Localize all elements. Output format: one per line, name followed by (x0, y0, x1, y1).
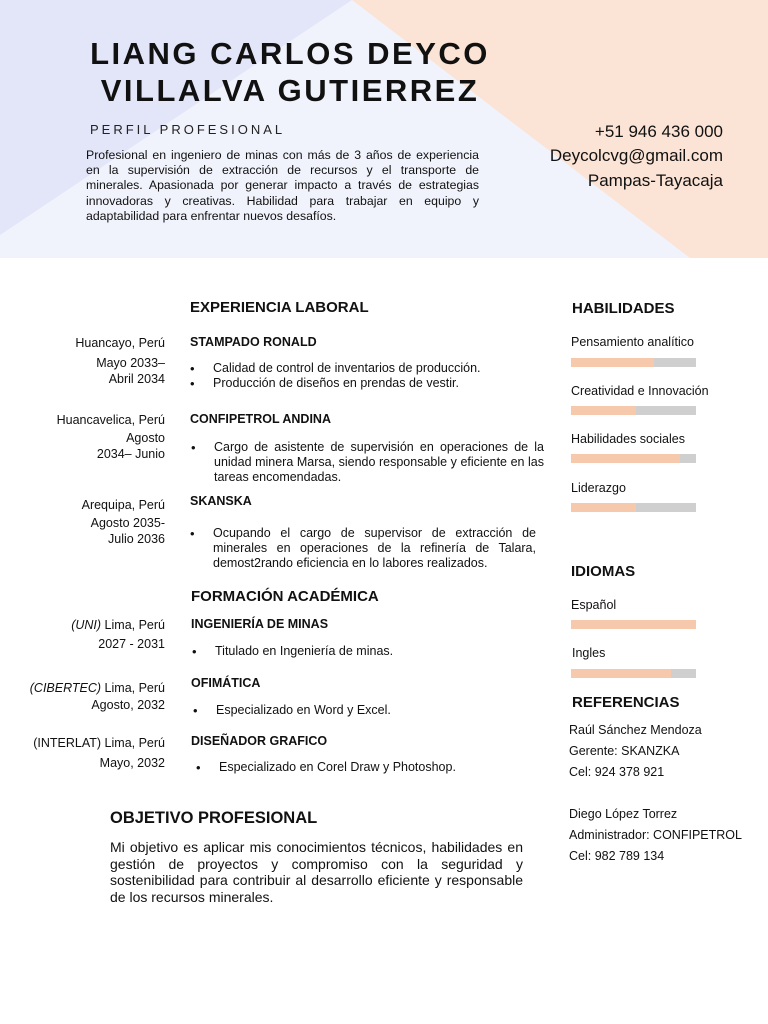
skill-4-fill (571, 503, 636, 512)
edu-2-institution: (CIBERTEC) (29, 681, 102, 695)
languages-title: IDIOMAS (571, 563, 636, 580)
job-3-company: SKANSKA (190, 494, 252, 508)
contact-phone: +51 946 436 000 (594, 122, 723, 141)
skill-3-bar (571, 454, 696, 463)
skill-4-label: Liderazgo (571, 481, 626, 495)
language-2-label: Ingles (572, 646, 606, 660)
edu-2-bullet: • Especializado en Word y Excel. (193, 703, 493, 718)
reference-1-phone: Cel: 924 378 921 (569, 765, 665, 779)
education-title: FORMACIÓN ACADÉMICA (191, 588, 379, 605)
job-3-place: Arequipa, Perú (81, 498, 165, 512)
objective-text: Mi objetivo es aplicar mis conocimientos técnicos, habilidades en gestión de proyectos y compromiso con la seguridad y sostenibilidad para contribuir al desarrollo eficiente y responsable de los recursos minerales. (110, 839, 523, 905)
edu-2-date: Agosto, 2032 (91, 698, 165, 712)
edu-1-place-line (71, 617, 165, 633)
reference-1 (569, 720, 702, 783)
language-1-bar (571, 620, 696, 629)
job-3-bullets (190, 526, 536, 571)
edu-3-institution: (INTERLAT) (33, 736, 102, 750)
job-2-company: CONFIPETROL ANDINA (190, 412, 331, 426)
edu-1-bullets (192, 644, 492, 659)
skill-1-fill (571, 358, 654, 367)
skill-2-bar (571, 406, 696, 415)
edu-2-place-line (30, 680, 165, 696)
contact-location: Pampas-Tayacaja (587, 171, 723, 190)
job-3-date: Agosto 2035- Julio 2036 (90, 516, 165, 546)
name-line-2: VILLALVA GUTIERREZ (100, 73, 480, 108)
edu-3-bullets (196, 760, 496, 775)
reference-2 (569, 804, 742, 867)
job-1-bullet-2: • Producción de diseños en prendas de vestir. (190, 376, 500, 391)
language-2-bar (571, 669, 696, 678)
job-1-company: STAMPADO RONALD (190, 335, 317, 349)
skill-3-fill (571, 454, 680, 463)
edu-3-bullet: • Especializado en Corel Draw y Photoshop. (196, 760, 496, 775)
skill-3-label: Habilidades sociales (571, 432, 685, 446)
name-line-1: LIANG CARLOS DEYCO (90, 36, 490, 71)
job-3-bullet-1: • Ocupando el cargo de supervisor de extracción de minerales en operaciones de la refinería de Talara, demost2rando eficiencia en lo labores realizados. (190, 526, 536, 571)
skill-2-label: Creatividad e Innovación (571, 384, 709, 398)
language-1-label: Español (571, 598, 617, 612)
skills-title: HABILIDADES (572, 300, 675, 317)
edu-1-institution: (UNI) (71, 618, 102, 632)
job-1-bullets (190, 361, 500, 391)
job-1-bullet-1: • Calidad de control de inventarios de producción. (190, 361, 500, 376)
profile-text: Profesional en ingeniero de minas con más de 3 años de experiencia en la supervisión de extracción de recursos y el transporte de minerales. Apasionada por generar impacto a través de estrategias innovadoras y creativas. Habilidad para trabajar en equipo y adaptabilidad para enfrentar nuevos desafíos. (86, 148, 479, 223)
skill-4-bar (571, 503, 696, 512)
job-1-date: Mayo 2033– Abril 2034 (96, 356, 165, 386)
edu-1-place: Lima, Perú (101, 618, 165, 632)
skill-1-bar (571, 358, 696, 367)
job-2-place: Huancavelica, Perú (56, 413, 165, 427)
language-2-fill (571, 669, 671, 678)
edu-1-bullet: • Titulado en Ingeniería de minas. (192, 644, 492, 659)
edu-3-place-line (33, 735, 165, 751)
references-title: REFERENCIAS (572, 694, 680, 711)
edu-2-name: OFIMÁTICA (191, 676, 261, 690)
skill-1-label: Pensamiento analítico (571, 335, 694, 349)
reference-2-phone: Cel: 982 789 134 (569, 849, 665, 863)
skill-2-fill (571, 406, 636, 415)
job-2-date: Agosto 2034– Junio (96, 431, 165, 461)
edu-1-name: INGENIERÍA DE MINAS (191, 617, 329, 631)
reference-2-name: Diego López Torrez (569, 807, 678, 821)
reference-2-role: Administrador: CONFIPETROL (569, 828, 742, 842)
job-2-bullet-1: • Cargo de asistente de supervisión en operaciones de la unidad minera Marsa, siendo responsable y eficiente en las tareas encomendadas. (191, 440, 544, 485)
language-1-fill (571, 620, 696, 629)
edu-3-place: Lima, Perú (101, 736, 165, 750)
contact-email: Deycolcvg@gmail.com (549, 146, 723, 165)
edu-1-date: 2027 - 2031 (98, 637, 165, 651)
reference-1-name: Raúl Sánchez Mendoza (569, 723, 702, 737)
edu-2-place: Lima, Perú (101, 681, 165, 695)
experience-title: EXPERIENCIA LABORAL (190, 299, 369, 316)
edu-3-date: Mayo, 2032 (99, 756, 165, 770)
job-1-place: Huancayo, Perú (75, 336, 165, 350)
profile-title: PERFIL PROFESIONAL (90, 122, 286, 137)
edu-2-bullets (193, 703, 493, 718)
job-2-bullets (191, 440, 544, 485)
reference-1-role: Gerente: SKANZKA (569, 744, 680, 758)
edu-3-name: DISEÑADOR GRAFICO (191, 734, 328, 748)
objective-title: OBJETIVO PROFESIONAL (110, 809, 318, 827)
